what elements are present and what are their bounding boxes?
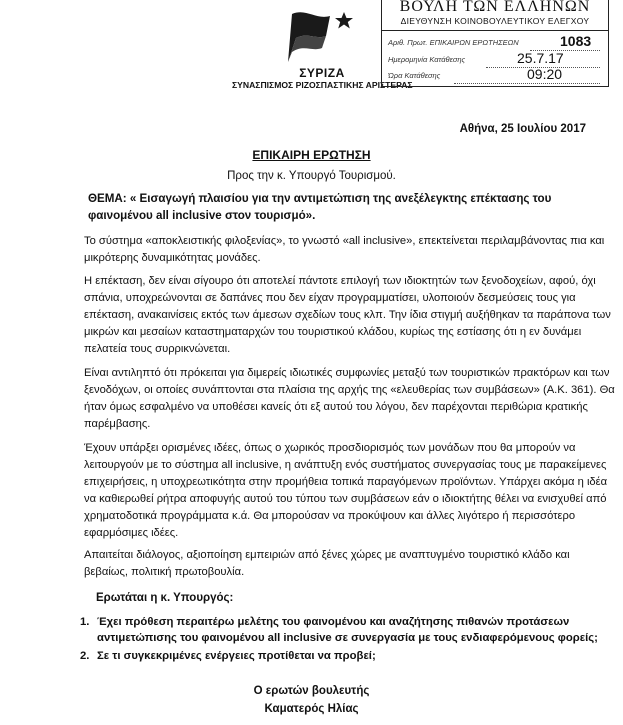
paragraph-line: σπάνια, υποχρεώνονται σε δαπάνες που δεν είχαν προγραμματίσει, υλοποιούν δεσμεύσεις τους για [84,292,576,304]
stamp-time-label: Ώρα Κατάθεσης [388,71,441,80]
stamp-protocol-number: 1083 [560,33,592,49]
body-paragraph [84,440,607,542]
document-subject [88,190,551,224]
question-number: 1. [80,616,90,628]
syriza-flag-star-icon [282,6,362,66]
signature-role: Ο ερωτών βουλευτής [253,685,370,697]
stamp-date-label: Ημερομηνία Κατάθεσης [388,55,466,64]
paragraph-line: μικρών και μεσαίων καταστηματαρχών του τουριστικού κλάδου, κυρίως της εστίασης ότι η εν δυνάμει [84,326,582,338]
questions-intro: Ερωτάται η κ. Υπουργός: [96,592,234,604]
document-addressee: Προς την κ. Υπουργό Τουρισμού. [227,170,396,182]
body-paragraph [84,547,570,581]
stamp-subtitle: ΔΙΕΥΘΥΝΣΗ ΚΟΙΝΟΒΟΥΛΕΥΤΙΚΟΥ ΕΛΕΓΧΟΥ [400,16,590,26]
paragraph-line: Είναι αντιληπτό ότι πρόκειται για διμερείς ιδιωτικές συμφωνίες μεταξύ των τουριστικών πρακτόρων και των [84,367,610,379]
paragraph-line: λειτουργούν με το σύστημα all inclusive, η ανάπτυξη ενός συστήματος συνεργασίας τους με παρακείμενες [84,459,607,471]
body-paragraph [84,233,604,267]
paragraph-line: παρέμβασης. [84,418,151,430]
paragraph-line: πελατεία τους συρρικνώνεται. [84,343,231,355]
stamp-protocol-label: Αριθ. Πρωτ. ΕΠΙΚΑΙΡΩΝ ΕΡΩΤΗΣΕΩΝ [388,38,519,47]
stamp-title: ΒΟΥΛΗ ΤΩΝ ΕΛΛΗΝΩΝ [399,0,591,15]
document-heading: ΕΠΙΚΑΙΡΗ ΕΡΩΤΗΣΗ [252,148,371,162]
stamp-date-value: 25.7.17 [517,50,564,66]
question-line: Έχει πρόθεση περαιτέρω μελέτης του φαινομένου και αναζήτησης πιθανών προτάσεων [97,616,570,628]
body-paragraph [84,365,615,433]
question-line: αντιμετώπισης του φαινομένου all inclusive σε συνεργασία με τους ενδιαφερόμενους φορείς; [97,632,598,644]
body-paragraph [84,273,611,358]
paragraph-line: Έχουν υπάρξει ορισμένες ιδέες, όπως ο χωρικός προσδιορισμός των μονάδων που θα μπορούν να [84,442,576,454]
paragraph-line: επιχειρήσεις, η υποχρεωτικότητα στην προμήθεια τοπικά παραγόμενων προϊόντων. Υπάρχει ακόμα η ιδέα [84,476,608,488]
question-number: 2. [80,650,90,662]
paragraph-line: εφαρμόσιμες ιδέες. [84,527,179,539]
paragraph-line: Το σύστημα «αποκλειστικής φιλοξενίας», το γνωστό «all inclusive», επεκτείνεται περιλαμβάνοντας πια και [84,235,605,247]
paragraph-line: Απαιτείται διάλογος, αξιοποίηση εμπειριών από ξένες χώρες με αναπτυγμένο τουριστικό κλάδο και [84,549,570,561]
paragraph-line: μικρότερης δυναμικότητας μονάδες. [84,252,261,264]
party-name: ΣΥΡΙΖΑ [299,66,345,80]
paragraph-line: βεβαίως, πολιτική πρωτοβουλία. [84,566,245,578]
paragraph-line: χρηματοδοτικά προγράμματα κ.ά. Θα μπορούσαν να προκύψουν και άλλες λιγότερο ή περισσότερο [84,510,576,522]
subject-line: φαινομένου all inclusive στον τουρισμό». [88,209,316,222]
paragraph-line: να καθιερωθεί ρήτρα αποφυγής αυτού του τύπου των συμβάσεων εάν ο ιδιοκτήτης θέλει να ενισχυθεί από [84,493,607,505]
signature-name: Καματερός Ηλίας [264,703,359,715]
subject-line: ΘΕΜΑ: « Εισαγωγή πλαισίου για την αντιμετώπιση της ανεξέλεγκτης επέκτασης του [88,192,552,205]
question-line: Σε τι συγκεκριμένες ενέργειες προτίθεται να προβεί; [97,650,376,662]
parliament-stamp [381,0,609,87]
document-date: Αθήνα, 25 Ιουλίου 2017 [459,123,586,135]
paragraph-line: επέκταση, ανακαινίσεις εκτός των άμεσων σχεδίων τους κλπ. Την ίδια στιγμή αυξήθηκαν τα παράπονα των [84,309,611,321]
paragraph-line: ξενοδόχων, οι οποίες συνάπτονται στα πλαίσια της αρχής της «ελευθερίας των συμβάσεων» (Α.Κ. 361). Θα [84,384,615,396]
stamp-time-value: 09:20 [527,66,563,82]
paragraph-line: ήταν όμως εσφαλμένο να υποθέσει κανείς ότι εξ αυτού του λόγου, δεν παρέχονται περιθώρια κρατικής [84,401,588,413]
paragraph-line: Η επέκταση, δεν είναι σίγουρο ότι αποτελεί πάντοτε επιλογή των ιδιοκτητών των ξενοδοχείων, αφού, όχι [84,275,596,287]
party-subtitle: ΣΥΝΑΣΠΙΣΜΟΣ ΡΙΖΟΣΠΑΣΤΙΚΗΣ ΑΡΙΣΤΕΡΑΣ [232,80,413,90]
